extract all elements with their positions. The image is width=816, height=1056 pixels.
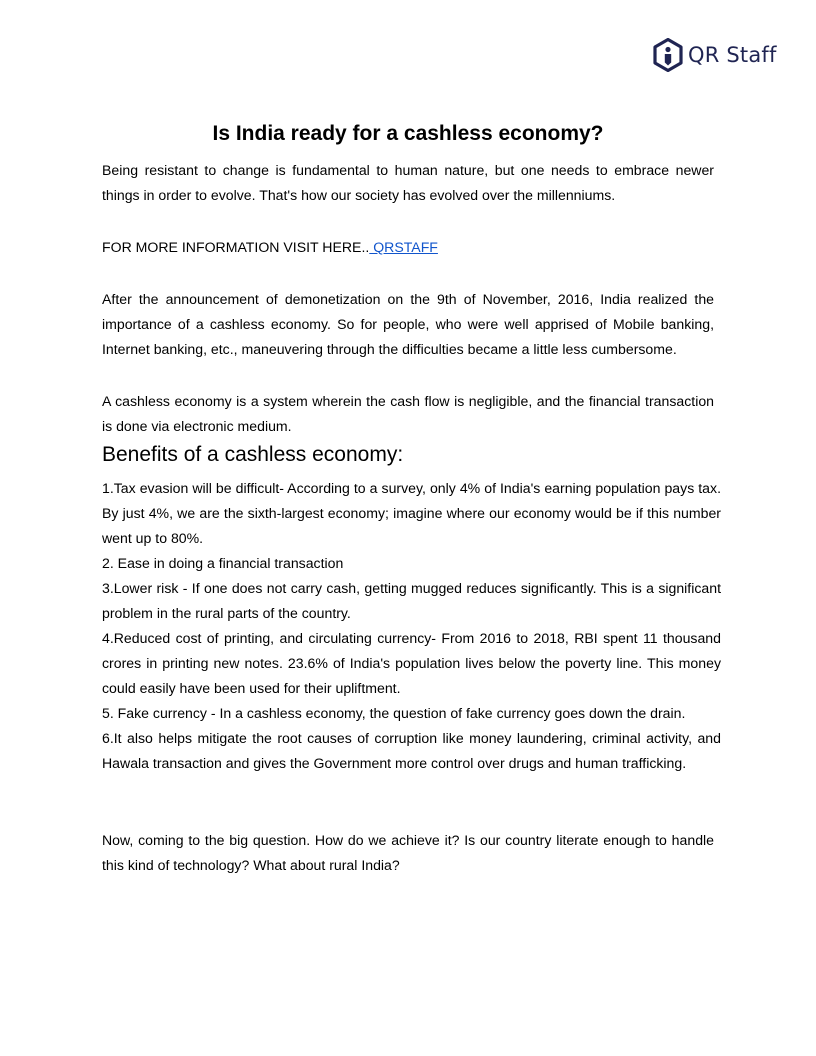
page-title: Is India ready for a cashless economy? [212, 122, 604, 145]
benefit-item: 4.Reduced cost of printing, and circulating currency- From 2016 to 2018, RBI spent 11 thousand crores in printing new notes. 23.6% of India's population lives below the poverty line. This money could easily have been used for their upliftment. [102, 630, 721, 696]
logo-text: QR Staff [688, 43, 777, 67]
qr-staff-logo-icon [653, 38, 683, 72]
benefit-item: 2. Ease in doing a financial transaction [102, 555, 344, 571]
definition-paragraph: A cashless economy is a system wherein the cash flow is negligible, and the financial transaction is done via electronic medium. [102, 393, 714, 434]
benefits-heading: Benefits of a cashless economy: [102, 443, 404, 466]
benefit-item: 3.Lower risk - If one does not carry cash, getting mugged reduces significantly. This is a significant problem in the rural parts of the country. [102, 580, 721, 621]
qrstaff-link[interactable]: QRSTAFF [369, 239, 438, 255]
benefits-list [102, 476, 721, 776]
benefit-item: 5. Fake currency - In a cashless economy, the question of fake currency goes down the drain. [102, 705, 686, 721]
demonetization-paragraph: After the announcement of demonetization on the 9th of November, 2016, India realized the importance of a cashless economy. So for people, who were well apprised of Mobile banking, Internet banking, etc., maneuvering through the difficulties became a little less cumbersome. [102, 291, 714, 357]
closing-paragraph: Now, coming to the big question. How do we achieve it? Is our country literate enough to handle this kind of technology? What about rural India? [102, 832, 714, 873]
qr-staff-logo [653, 38, 777, 72]
benefit-item: 6.It also helps mitigate the root causes of corruption like money laundering, criminal activity, and Hawala transaction and gives the Government more control over drugs and human trafficking. [102, 730, 721, 771]
intro-paragraph: Being resistant to change is fundamental to human nature, but one needs to embrace newer things in order to evolve. That's how our society has evolved over the millenniums. [102, 162, 714, 203]
more-info-prefix: FOR MORE INFORMATION VISIT HERE.. [102, 239, 370, 255]
more-info-line [102, 235, 714, 260]
benefit-item: 1.Tax evasion will be difficult- According to a survey, only 4% of India's earning population pays tax. By just 4%, we are the sixth-largest economy; imagine where our economy would be if this number went up to 80%. [102, 480, 721, 546]
